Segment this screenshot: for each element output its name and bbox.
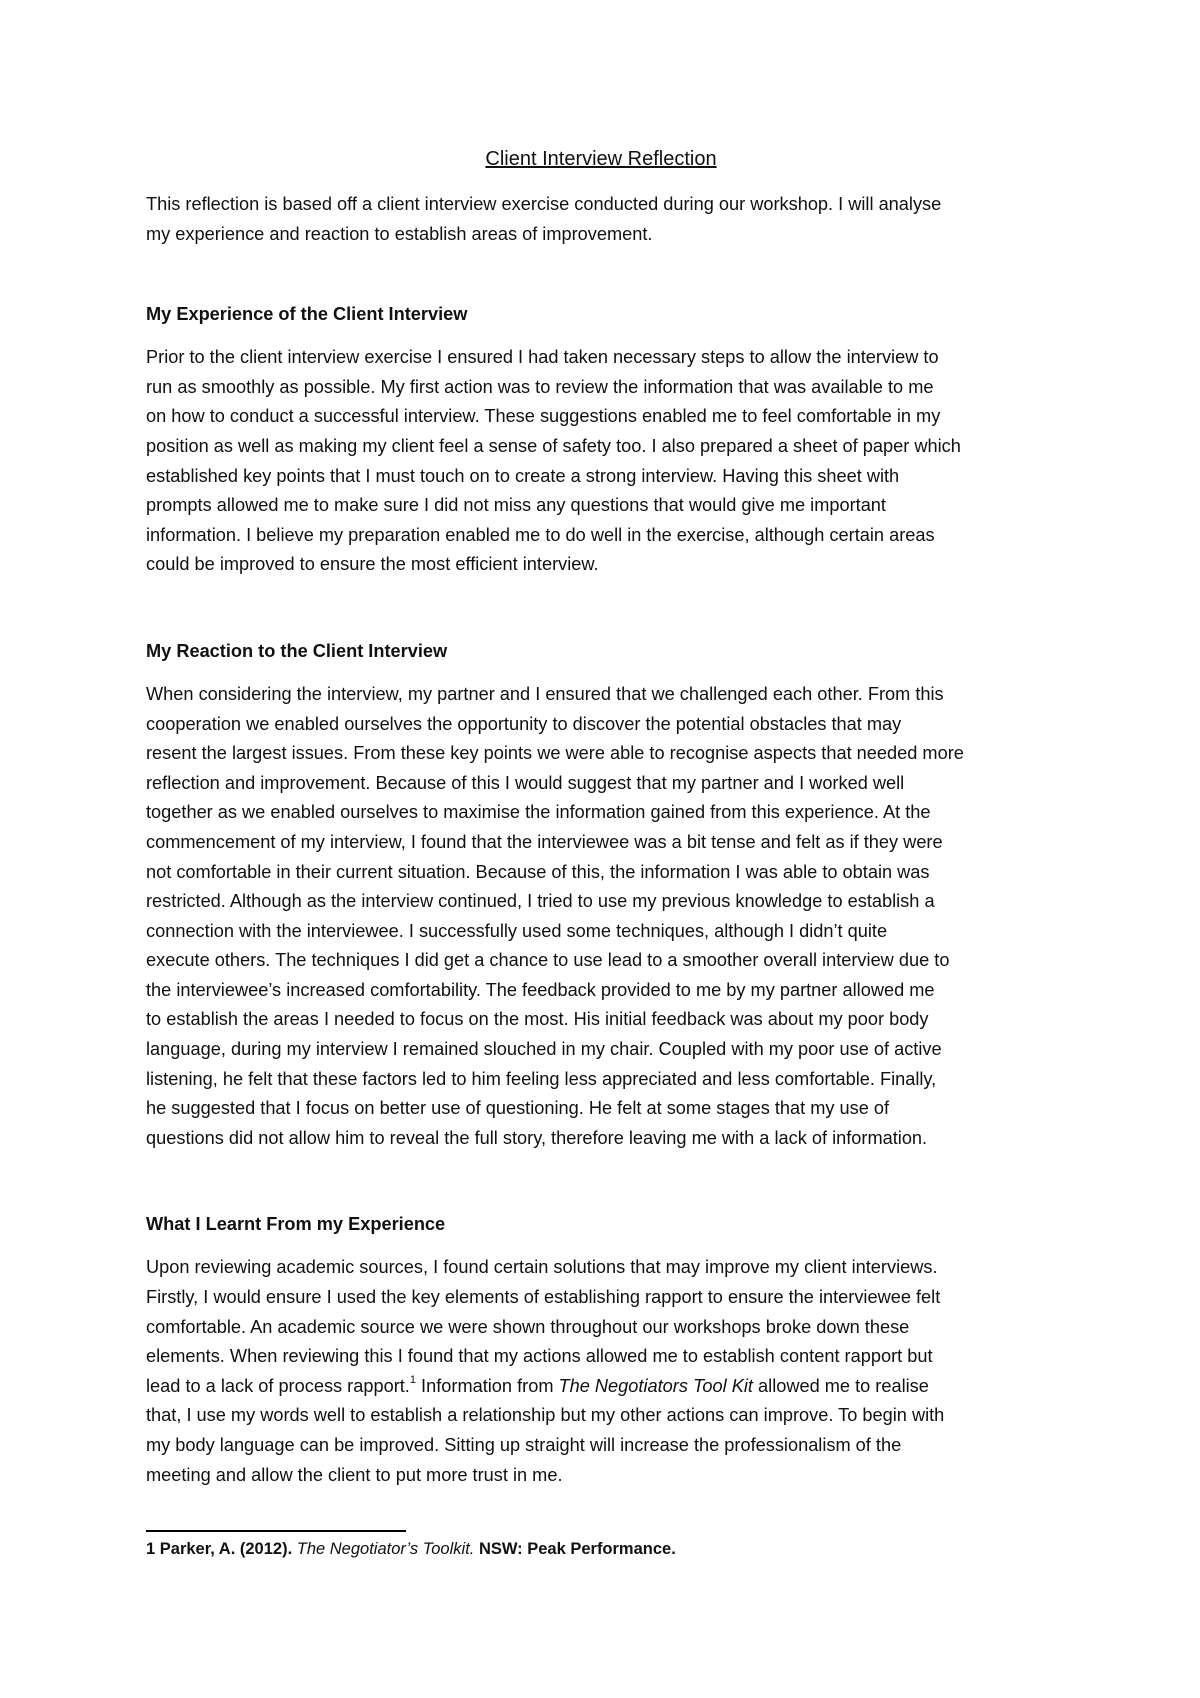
text-line: When considering the interview, my partner and I ensured that we challenged each other. From this [146,683,944,704]
text-line: reflection and improvement. Because of this I would suggest that my partner and I worked well [146,772,905,793]
text-line: that, I use my words well to establish a relationship but my other actions can improve. To begin with [146,1405,945,1426]
footnote-suffix: NSW: Peak Performance. [474,1540,676,1558]
document-body [146,146,1056,1490]
text-line: together as we enabled ourselves to maximise the information gained from this experience. At the [146,802,931,823]
footnote-book-title: The Negotiator’s Toolkit. [296,1540,475,1558]
text-line: established key points that I must touch on to create a strong interview. Having this sheet with [146,465,900,486]
text-line: information. I believe my preparation enabled me to do well in the exercise, although certain areas [146,524,935,545]
text-line: to establish the areas I needed to focus on the most. His initial feedback was about my poor body [146,1009,929,1030]
text-line: the interviewee’s increased comfortability. The feedback provided to me by my partner allowed me [146,979,935,1000]
text-line: my body language can be improved. Sitting up straight will increase the professionalism of the [146,1435,902,1455]
text-line: not comfortable in their current situation. Because of this, the information I was able to obtain was [146,861,930,882]
text-line: commencement of my interview, I found that the interviewee was a bit tense and felt as if they were [146,831,943,852]
text-line: Prior to the client interview exercise I ensured I had taken necessary steps to allow the interview to [146,347,939,368]
section-paragraph-learnt [146,1253,1056,1490]
text-line: could be improved to ensure the most efficient interview. [146,554,599,575]
ref-text-c: allowed me to realise [752,1375,929,1396]
text-line: he suggested that I focus on better use of questioning. He felt at some stages that my use of [146,1098,890,1119]
text-line: connection with the interviewee. I successfully used some techniques, although I didn’t quite [146,920,888,941]
text-line: language, during my interview I remained slouched in my chair. Coupled with my poor use of active [146,1039,942,1060]
text-line-with-reference [146,1372,1056,1402]
text-line: questions did not allow him to reveal the full story, therefore leaving me with a lack of information. [146,1127,928,1148]
text-line: position as well as making my client feel a sense of safety too. I also prepared a sheet of paper which [146,435,961,456]
ref-text-b: Information from [416,1375,559,1396]
text-line: This reflection is based off a client interview exercise conducted during our workshop. I will analyse [146,194,942,214]
footnote-reference-mark[interactable]: 1 [409,1373,416,1386]
ref-text-a: lead to a lack of process rapport. [146,1375,410,1396]
document-title: Client Interview Reflection [485,148,717,170]
text-line: my experience and reaction to establish areas of improvement. [146,223,653,244]
section-heading-learnt: What I Learnt From my Experience [146,1214,446,1235]
text-line: resent the largest issues. From these key points we were able to recognise aspects that needed more [146,743,964,764]
text-line: cooperation we enabled ourselves the opportunity to discover the potential obstacles that may [146,713,902,734]
footnote-separator [146,1530,406,1532]
text-line: on how to conduct a successful interview. These suggestions enabled me to feel comfortable in my [146,406,941,427]
section-paragraph-experience [146,343,1056,580]
section-heading-reaction: My Reaction to the Client Interview [146,640,448,661]
cited-work-title: The Negotiators Tool Kit [558,1375,753,1396]
footnote [146,1538,676,1560]
text-line: execute others. The techniques I did get a chance to use lead to a smoother overall interview due to [146,950,950,971]
text-line: Firstly, I would ensure I used the key elements of establishing rapport to ensure the interviewee felt [146,1287,941,1308]
text-line: elements. When reviewing this I found that my actions allowed me to establish content rapport but [146,1346,933,1367]
text-line: restricted. Although as the interview continued, I tried to use my previous knowledge to establish a [146,891,935,912]
text-line: prompts allowed me to make sure I did not miss any questions that would give me important [146,495,886,516]
section-heading-experience: My Experience of the Client Interview [146,304,468,325]
text-line: comfortable. An academic source we were shown throughout our workshops broke down these [146,1316,910,1337]
text-line: run as smoothly as possible. My first action was to review the information that was available to me [146,376,934,397]
text-line: listening, he felt that these factors led to him feeling less appreciated and less comfortable. Finally, [146,1068,937,1089]
text-line: Upon reviewing academic sources, I found certain solutions that may improve my client interviews. [146,1257,938,1278]
footnote-prefix: 1 Parker, A. (2012). [146,1540,297,1558]
intro-paragraph [146,190,1056,249]
text-line: meeting and allow the client to put more trust in me. [146,1464,563,1485]
section-paragraph-reaction [146,680,1056,1154]
